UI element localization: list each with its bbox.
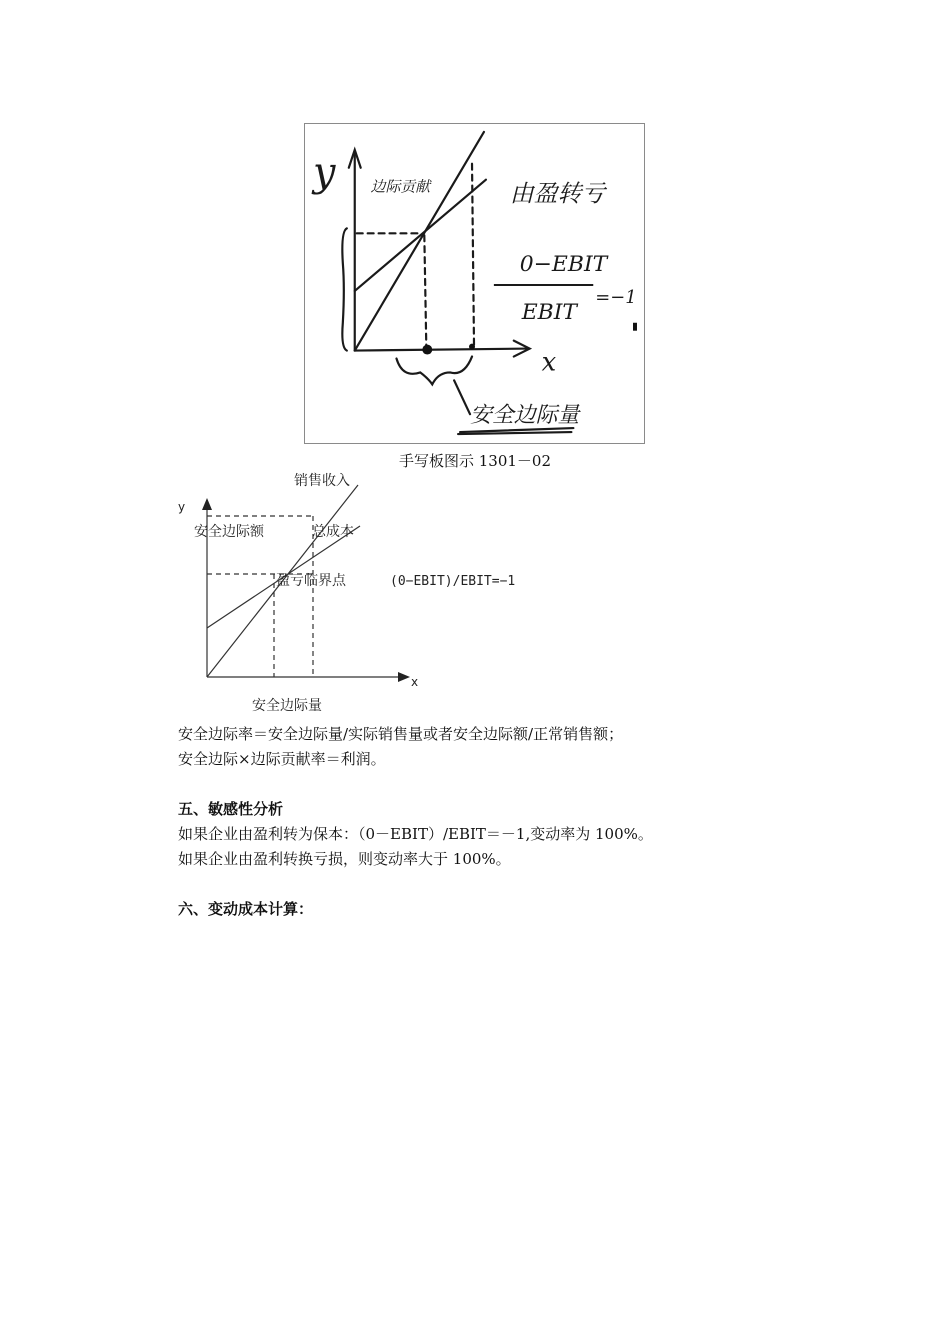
hw-numerator: 0−EBIT: [519, 252, 608, 278]
hw-eq: =−1: [595, 286, 637, 308]
x-axis-label: x: [411, 675, 419, 689]
hw-x: x: [541, 347, 557, 378]
handwriting-sketch: [305, 124, 644, 443]
breakeven-diagram: [170, 468, 540, 718]
text-line-loss: 如果企业由盈利转换亏损，则变动率大于 100%。: [178, 850, 511, 868]
y-axis-arrow: [202, 498, 212, 510]
text-line-safety-rate: 安全边际率＝安全边际量/实际销售量或者安全边际额/正常销售额；: [178, 725, 624, 743]
hw-contribution: 边际贡献: [370, 177, 431, 196]
bottom-brace-stroke: [396, 357, 472, 385]
sales-line-stroke: [355, 132, 484, 351]
x-axis-arrow: [398, 672, 410, 682]
text-line-breakeven: 如果企业由盈利转为保本：（0－EBIT）/EBIT＝－1,变动率为 100%。: [178, 825, 653, 843]
section-heading-sensitivity: 五、敏感性分析: [178, 800, 284, 818]
figure-caption: 手写板图示 1301－02: [398, 452, 552, 470]
sales-revenue-label: 销售收入: [294, 473, 350, 489]
safety-margin-volume-label: 安全边际量: [252, 698, 322, 714]
formula-label: (0−EBIT)/EBIT=−1: [390, 574, 516, 589]
safety-margin-amount-label: 安全边际额: [194, 524, 264, 540]
breakeven-diagram-svg: [170, 468, 540, 718]
handwriting-figure: [304, 123, 645, 444]
section-heading-variable-cost: 六、变动成本计算：: [178, 900, 314, 918]
hw-profit-to-loss: 由盈转亏: [509, 179, 606, 208]
cost-line-stroke: [355, 177, 486, 291]
text-line-profit: 安全边际×边际贡献率＝利润。: [178, 750, 386, 768]
hw-safety-volume: 安全边际量: [470, 403, 580, 429]
left-brace-stroke: [342, 228, 346, 350]
hw-denominator: EBIT: [521, 299, 577, 325]
x-axis-stroke: [355, 349, 529, 351]
y-axis-label: y: [178, 500, 186, 514]
total-cost-label: 总成本: [312, 524, 354, 540]
hw-y: y: [313, 149, 336, 196]
breakeven-point-label: 盈亏临界点: [276, 573, 346, 589]
pointer-stroke: [454, 380, 470, 414]
